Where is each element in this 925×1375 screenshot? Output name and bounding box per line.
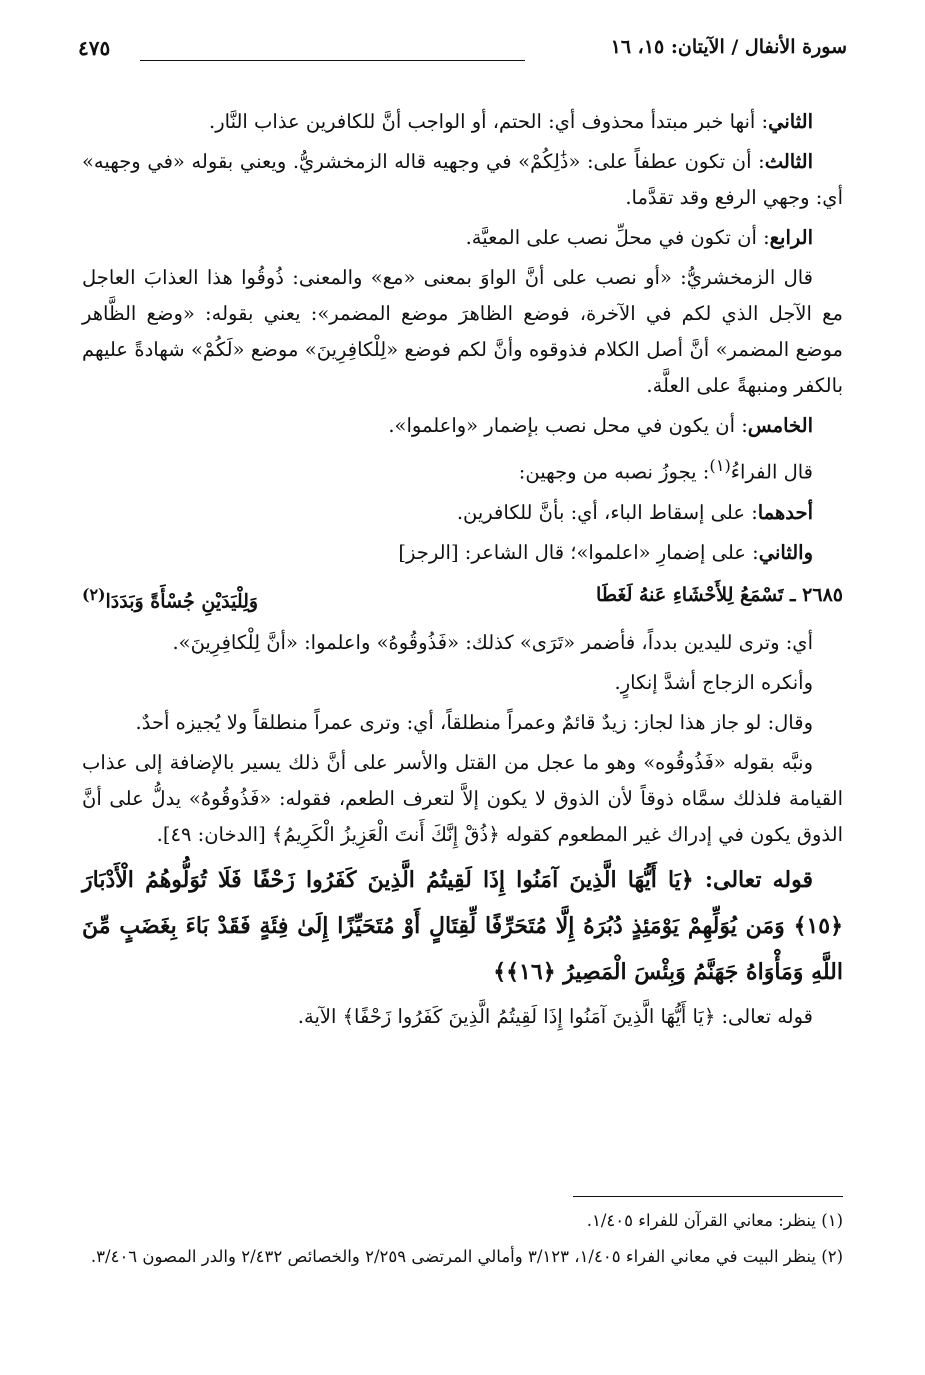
footnotes — [82, 1206, 843, 1278]
poetry-verse — [82, 577, 843, 619]
verse-first-text: تَسْمَعُ لِلأَحْشَاءِ عَنهُ لَغَطَا — [596, 583, 784, 606]
paragraph — [82, 220, 843, 256]
paragraph: ونبَّه بقوله «فَذُوقُوه» وهو ما عجل من القتل والأسر على أنَّ ذلك يسير بالإضافة إلى عذاب القيامة فلذلك سمَّاه ذوقاً لأن الذوق لا يكون إلاَّ لتعرف الطعم، فقوله: «فَذُوقُوهُ» يدلُّ على أنَّ الذوق يكون في إدراك غير المطعوم كقوله ﴿ذُقْ إِنَّكَ أَنتَ الْعَزِيزُ الْكَرِيمُ﴾ [الدخان: ٤٩]. — [82, 750, 843, 846]
paragraph — [82, 535, 843, 571]
paragraph — [82, 408, 843, 444]
paragraph: قال الزمخشريُّ: «أو نصب على أنَّ الواوَ بمعنى «مع» والمعنى: ذُوقُوا هذا العذابَ العاجل مع الآجل الذي لكم في الآخرة، فوضع الظاهرَ موضع المضمر»: يعني بقوله: «وضع الظَّاهر موضع المضمر» أنَّ أصل الكلام فذوقوه وأنَّ لكم فوضع «لِلْكافِرِينَ» موضع «لَكُمْ» شهادةً عليهم بالكفر ومنبهةً على العلَّة. — [82, 266, 843, 397]
paragraph-label: والثاني — [758, 540, 813, 564]
paragraph-text: : على إضمارِ «اعلموا»؛ قال الشاعر: [الرجز] — [398, 540, 759, 564]
quran-ayah-block: قوله تعالى: ﴿يَا أَيُّهَا الَّذِينَ آمَنُوا إِذَا لَقِيتُمُ الَّذِينَ كَفَرُوا زَحْفًا فَلَا تُوَلُّوهُمُ الْأَدْبَارَ ﴿١٥﴾ وَمَن يُوَلِّهِمْ يَوْمَئِذٍ دُبُرَهُ إِلَّا مُتَحَرِّفًا لِّقِتَالٍ أَوْ مُتَحَيِّزًا إِلَىٰ فِئَةٍ فَقَدْ بَاءَ بِغَضَبٍ مِّنَ اللَّهِ وَمَأْوَاهُ جَهَنَّمُ وَبِئْسَ الْمَصِيرُ ﴿١٦﴾﴾ — [82, 866, 843, 985]
paragraph: وأنكره الزجاج أشدَّ إنكارٍ. — [614, 670, 813, 694]
paragraph-text: : أنها خبر مبتدأ محذوف أي: الحتم، أو الواجب أنَّ للكافرين عذاب النَّار. — [209, 110, 769, 133]
main-text — [82, 104, 843, 1039]
paragraph-text: : يجوزُ نصبه من وجهين: — [518, 460, 710, 484]
paragraph: قوله تعالى: ﴿يَا أَيُّهَا الَّذِينَ آمَنُوا إِذَا لَقِيتُمُ الَّذِينَ كَفَرُوا زَحْفًا﴾ الآية. — [297, 1004, 813, 1028]
paragraph-label: الثالث — [764, 150, 813, 173]
verse-second-hemistich — [82, 577, 258, 619]
verse-second-text: وَلِلْيَدَيْنِ جُسْأَةً وَبَدَدَا — [105, 589, 259, 612]
footnote: (٢) ينظر البيت في معاني الفراء ١/٤٠٥، ٣/١٢٣ وأمالي المرتضى ٢/٢٥٩ والخصائص ٢/٤٣٢ والدر المصون ٣/٤٠٦. — [90, 1247, 843, 1266]
paragraph-label: الخامس — [747, 414, 813, 437]
header-rule — [140, 60, 525, 61]
footnote-separator — [573, 1196, 843, 1197]
paragraph: وقال: لو جاز هذا لجاز: زيدٌ قائمٌ وعمراً منطلقاً، أي: وترى عمراً منطلقاً ولا يُجيزه أحدٌ. — [135, 710, 813, 734]
footnote-ref: (٢) — [82, 584, 106, 604]
verse-number: ٢٦٨٥ ـ — [789, 583, 843, 606]
paragraph-label: أحدهما — [757, 500, 813, 524]
paragraph: أي: وترى لليدين بدداً، فأضمر «تَرَى» كذلك: «فَذُوقُوهُ» واعلموا: «أنَّ لِلْكافِرِينَ». — [172, 630, 813, 654]
paragraph-text: : أن تكون في محلِّ نصب على المعيَّة. — [465, 226, 770, 249]
paragraph-text: : أن تكون عطفاً على: «ذَٰلِكُمْ» في وجهيه قاله الزمخشريُّ. ويعني بقوله «في وجهيه» أي: وجهي الرفع وقد تقدَّما. — [82, 150, 843, 209]
paragraph — [82, 448, 843, 491]
page-header — [78, 34, 847, 68]
paragraph-text: قال الفراءُ — [730, 460, 813, 484]
paragraph-text: : على إسقاط الباء، أي: بأنَّ للكافرين. — [456, 500, 758, 524]
paragraph-text: : أن يكون في محل نصب بإضمار «واعلموا». — [388, 414, 748, 437]
paragraph-label: الثاني — [768, 110, 813, 133]
page-number: ٤٧٥ — [78, 36, 111, 60]
paragraph — [82, 144, 843, 216]
paragraph — [82, 104, 843, 140]
footnote-ref: (١) — [709, 456, 731, 475]
footnote: (١) ينظر: معاني القرآن للفراء ١/٤٠٥. — [586, 1211, 843, 1230]
running-title: سورة الأنفال / الآيتان: ١٥، ١٦ — [610, 36, 847, 58]
verse-first-hemistich — [596, 577, 843, 619]
paragraph-label: الرابع — [769, 226, 813, 249]
paragraph — [82, 495, 843, 531]
